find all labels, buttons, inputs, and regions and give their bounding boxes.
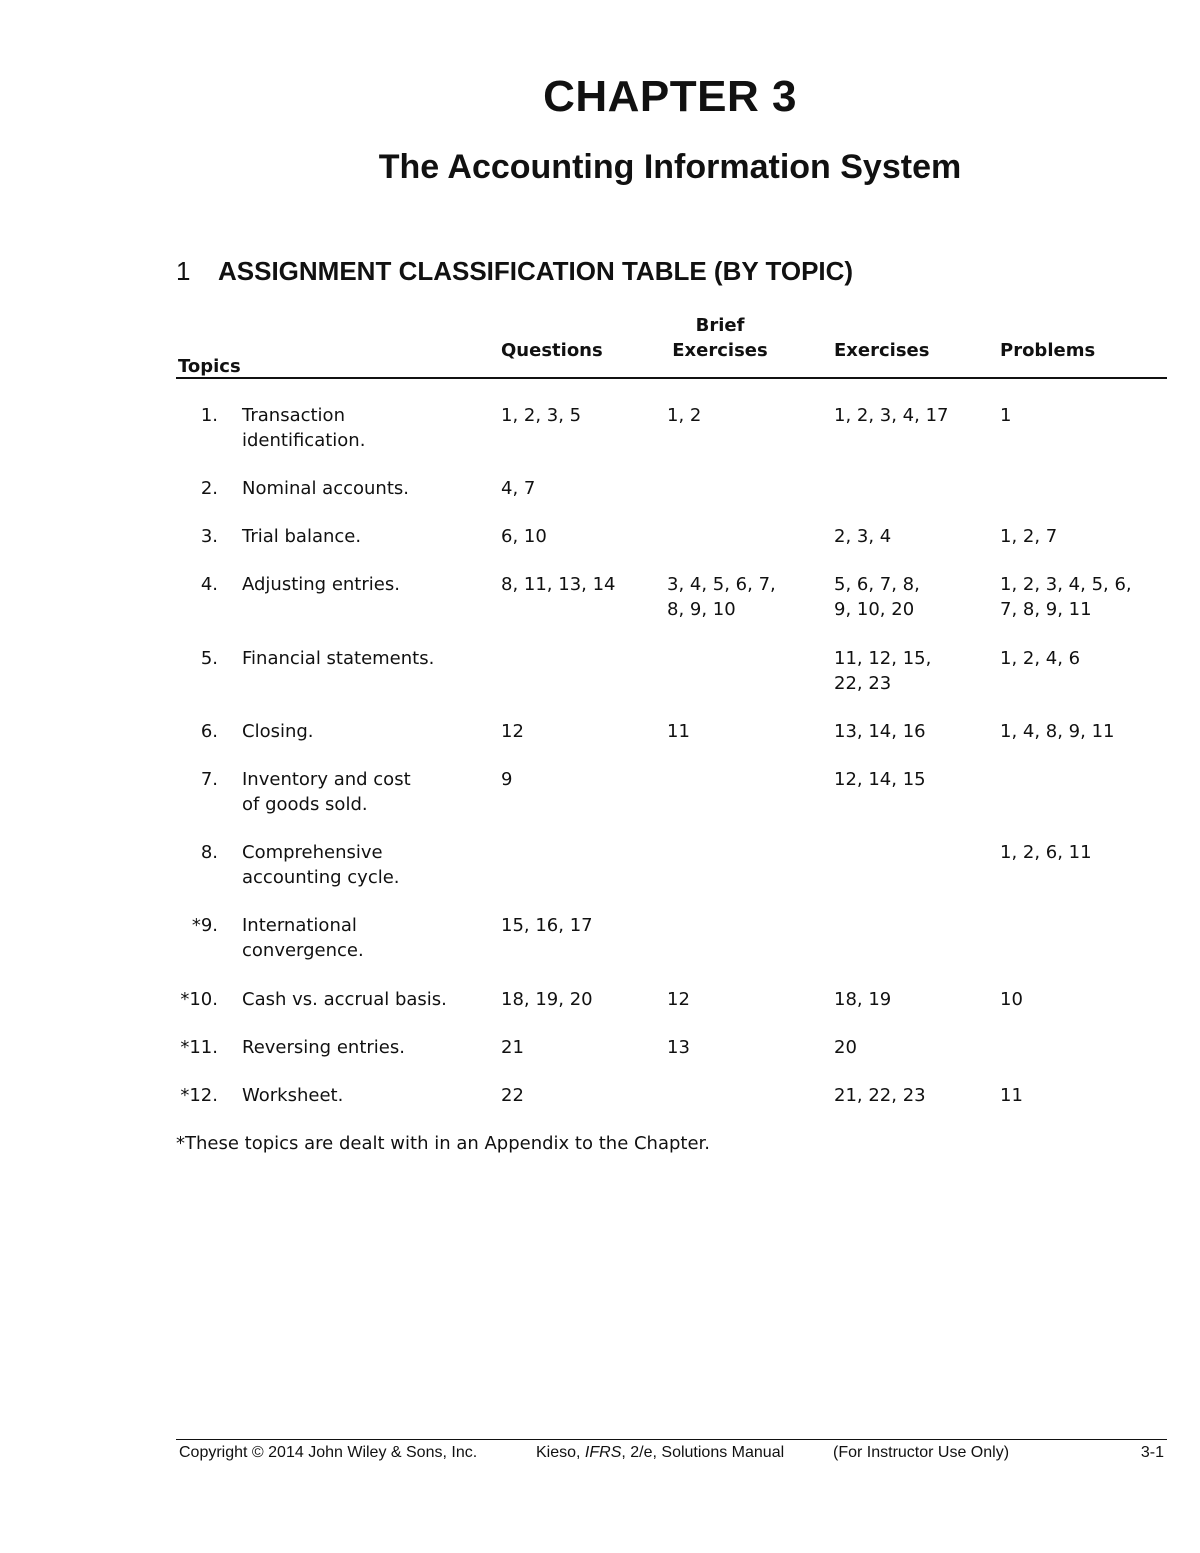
questions-cell: 18, 19, 20 [501, 989, 593, 1010]
topic-label: Closing. [242, 721, 314, 742]
header-topics: Topics [178, 356, 241, 377]
topic-label: Trial balance. [242, 526, 362, 547]
exercises-cell: 18, 19 [834, 989, 892, 1010]
footer-book-suffix: , 2/e, Solutions Manual [621, 1444, 785, 1461]
footer-rule [176, 1439, 1167, 1440]
section-heading [176, 256, 853, 287]
questions-cell: 9 [501, 769, 513, 790]
topic-number: 6. [200, 721, 218, 742]
exercises-cell: 21, 22, 23 [834, 1085, 926, 1106]
header-questions: Questions [501, 340, 603, 361]
brief-exercises-cell: 12 [667, 989, 690, 1010]
topic-number: *9. [191, 915, 218, 936]
questions-cell: 21 [501, 1037, 524, 1058]
footer-book-italic: IFRS [584, 1444, 622, 1461]
topic-label: International convergence. [242, 915, 364, 961]
topic-number: 8. [200, 842, 218, 863]
footer-page-number: 3-1 [1140, 1444, 1164, 1461]
topic-number: 7. [200, 769, 218, 790]
brief-exercises-cell: 1, 2 [667, 405, 702, 426]
problems-cell: 1, 2, 7 [1000, 526, 1058, 547]
topic-number: *10. [180, 989, 218, 1010]
header-exercises: Exercises [834, 340, 930, 361]
problems-cell: 1, 2, 4, 6 [1000, 648, 1081, 669]
section-number: 1 [176, 256, 191, 286]
topic-number: 2. [200, 478, 218, 499]
page-footer [176, 1444, 1167, 1466]
appendix-footnote: *These topics are dealt with in an Appendix to the Chapter. [176, 1133, 711, 1154]
header-brief-line2: Exercises [672, 340, 768, 361]
topic-number: *11. [180, 1037, 218, 1058]
topic-number: *12. [180, 1085, 218, 1106]
exercises-cell: 5, 6, 7, 8, 9, 10, 20 [834, 574, 920, 620]
footer-copyright: Copyright © 2014 John Wiley & Sons, Inc. [179, 1444, 478, 1461]
topic-label: Comprehensive accounting cycle. [242, 842, 400, 888]
questions-cell: 6, 10 [501, 526, 547, 547]
problems-cell: 11 [1000, 1085, 1023, 1106]
topic-label: Inventory and cost of goods sold. [242, 769, 411, 815]
problems-cell: 1, 4, 8, 9, 11 [1000, 721, 1115, 742]
topic-label: Cash vs. accrual basis. [242, 989, 447, 1010]
topic-number: 5. [200, 648, 218, 669]
topic-label: Financial statements. [242, 648, 435, 669]
footer-book-title [536, 1444, 784, 1462]
topic-label: Worksheet. [242, 1085, 344, 1106]
questions-cell: 8, 11, 13, 14 [501, 574, 616, 595]
footer-usage-note: (For Instructor Use Only) [833, 1444, 1010, 1461]
problems-cell: 1, 2, 6, 11 [1000, 842, 1092, 863]
exercises-cell: 11, 12, 15, 22, 23 [834, 648, 932, 694]
questions-cell: 12 [501, 721, 524, 742]
chapter-subtitle: The Accounting Information System [378, 148, 962, 186]
section-title: ASSIGNMENT CLASSIFICATION TABLE (BY TOPIC) [218, 256, 854, 286]
brief-exercises-cell: 3, 4, 5, 6, 7, 8, 9, 10 [667, 574, 776, 620]
topic-number: 4. [200, 574, 218, 595]
exercises-cell: 2, 3, 4 [834, 526, 892, 547]
chapter-title: CHAPTER 3 [543, 72, 797, 121]
topic-label: Adjusting entries. [242, 574, 400, 595]
topic-number: 3. [200, 526, 218, 547]
brief-exercises-cell: 11 [667, 721, 690, 742]
header-brief-exercises [670, 313, 770, 363]
exercises-cell: 13, 14, 16 [834, 721, 926, 742]
questions-cell: 22 [501, 1085, 524, 1106]
topic-label: Nominal accounts. [242, 478, 409, 499]
exercises-cell: 12, 14, 15 [834, 769, 926, 790]
questions-cell: 4, 7 [501, 478, 536, 499]
exercises-cell: 20 [834, 1037, 857, 1058]
questions-cell: 15, 16, 17 [501, 915, 593, 936]
exercises-cell: 1, 2, 3, 4, 17 [834, 405, 949, 426]
brief-exercises-cell: 13 [667, 1037, 690, 1058]
header-brief-line1: Brief [695, 315, 745, 336]
header-rule [176, 377, 1167, 379]
problems-cell: 10 [1000, 989, 1023, 1010]
header-problems: Problems [1000, 340, 1096, 361]
problems-cell: 1, 2, 3, 4, 5, 6, 7, 8, 9, 11 [1000, 574, 1132, 620]
footer-book-prefix: Kieso, [536, 1444, 585, 1461]
topic-label: Reversing entries. [242, 1037, 405, 1058]
questions-cell: 1, 2, 3, 5 [501, 405, 582, 426]
topic-number: 1. [200, 405, 218, 426]
problems-cell: 1 [1000, 405, 1012, 426]
topic-label: Transaction identification. [242, 405, 366, 451]
